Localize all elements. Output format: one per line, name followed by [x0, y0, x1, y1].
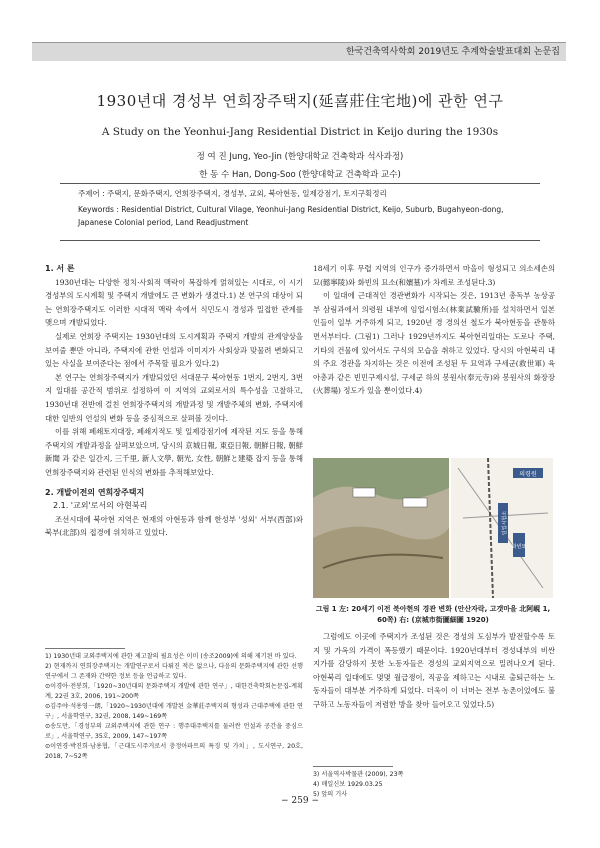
footnote: 3) 서울역사박물관 (2009), 23쪽	[313, 771, 404, 778]
map-label-box	[403, 498, 427, 507]
paragraph: 본 연구는 연희장주택지가 개발되었던 서대문구 북아현동 1번지, 2번지, 3번지 일대를 공간적 범위로 설정하여 이 지역의 교외로서의 특수성을 고찰하고, 1930년대 전반에 걸친 연희장주택지의 개발과정 및 개발주체의 변화, 주택지에 대한 일반의 언설의 변화 등을 중심적으로 살펴볼 것이다.	[45, 372, 303, 423]
map-label-box	[353, 488, 375, 497]
footnote: 1) 1930년대 교외주택지에 관한 제고찰의 필요성은 이미 (송조2009)에 의해 제기된 바 있다.	[45, 653, 297, 660]
footnote: 5) 앞의 기사	[313, 791, 348, 798]
right-column-continued	[313, 630, 555, 712]
map-label: 의령원	[519, 471, 537, 478]
paragraph: 1930년대는 다양한 정치·사회적 맥락이 복잡하게 얽혀있는 시대로, 이 시기 경성부의 도시계획 및 주택지 개발에도 큰 변화가 생겼다.1) 본 연구의 대상이 되는 연희장주택지도 이러한 시대적 맥락 속에서 식민도시 경성과 밀접한 관계를 맺으며 개발되었다.	[45, 277, 303, 328]
divider	[60, 240, 540, 241]
map-label: 임업시험소	[502, 510, 508, 536]
keywords-korean: 주제어 : 주택지, 문화주택지, 연희장주택지, 경성부, 교외, 북아현동, 일제강점기, 토지구획정리	[78, 189, 387, 198]
divider	[60, 183, 540, 184]
subsection-heading: 2.1. '교외'로서의 아현북리	[53, 501, 148, 511]
right-column	[313, 262, 555, 398]
figure-caption: 그림 1 左: 20세기 이전 북아현의 경관 변화 (안산자락, 고갯마을 北阿峴 1, 60쪽) 右: (京城市街圖細圖 1920)	[315, 605, 551, 624]
paragraph: 조선시대에 북아현 지역은 현재의 아현동과 함께 한성부 '성외' 서부(西部)와 북부(北部)의 접경에 위치하고 있었다.	[45, 514, 303, 538]
section-heading: 2. 개발이전의 연희장주택지	[45, 487, 145, 497]
footnote: ⊙김주야·석용영一朗,「1920~1930년대에 개발된 金華莊주택지의 형성과 근대주택에 관한 연구」, 서울학연구, 32권, 2008, 149~169쪽	[45, 703, 303, 720]
footnote: ⊙이연경·박진희·남용협,「근대도시주거로서 충정아파트의 특징 및 가치」, 도시연구, 20호, 2018, 7~52쪽	[45, 743, 303, 760]
page-number: − 259 −	[281, 796, 319, 806]
section-heading: 1. 서 론	[45, 264, 75, 273]
footnotes-left	[45, 652, 303, 762]
author-list	[0, 150, 600, 186]
author-line: 한 동 수 Han, Dong-Soo (한양대학교 건축학과 교수)	[199, 170, 401, 180]
paper-title-english: A Study on the Yeonhui-Jang Residential District in Keijo during the 1930s	[101, 126, 499, 138]
paragraph: 그럼에도 이곳에 주택지가 조성된 것은 경성의 도심부가 발전할수록 토지 및 가옥의 가격이 폭등했기 때문이다. 1920년대부터 경성내부의 비싼 지가를 감당하지 못한 노동자들은 경성의 교외지역으로 밀려나오게 된다. 아현북리 일대에도 몇몇 월급쟁이, 직공을 제하고는 시내로 출퇴근하는 노동자들이 대부분 거주하게 되었다. 더욱이 이 너머는 전부 농촌이었에도 불구하고 노동자들이 저렴한 방을 찾아 들어오고 있었다.5)	[313, 632, 555, 709]
paper-title-korean: 1930년대 경성부 연희장주택지(延喜莊住宅地)에 관한 연구	[96, 92, 504, 110]
paragraph: 실제로 연희장 주택지는 1930년대의 도시계획과 주택지 개발의 관계양상을 보여줄 뿐만 아니라, 주택지에 관한 언설과 이미지가 사회상과 맞물려 변화되고 있는 사실을 보여준다는 점에서 주목할 필요가 있다.2)	[45, 331, 303, 369]
footnote-rule	[313, 766, 393, 767]
footnote: ⊙송도만,「경성부의 교외주택지에 관한 연구 : 행주대주택지를 둘러싼 언설과 공간을 중심으로」, 서울학연구, 35호, 2009, 147~197쪽	[45, 723, 303, 740]
footnote: ⊙이경아·전봉희,「1920~30년대의 문화주택지 개발에 관한 연구」, 대한건축학회논문집-계획계, 22권 3호, 2006, 191~200쪽	[45, 683, 303, 700]
figure-1-map	[313, 458, 553, 598]
footnote: 2) 현재까지 연희장주택지는 개발연구로서 다뤄진 적은 없으나, 다음의 문화주택지에 관한 선행연구에서 그 존재와 간략한 정보 등을 언급하고 있다.	[45, 663, 303, 680]
footnote: 4) 매일신보 1929.03.25	[313, 781, 383, 788]
keywords-english: Keywords : Residential District, Cultural Vilage, Yeonhui-Jang Residential District, Keijo, Suburb, Bugahyeon-dong, Japanese Colonial period, Land Readjustment	[78, 205, 504, 227]
paragraph: 이를 위해 폐쇄토지대장, 폐쇄지적도 및 일제강점기에 제작된 지도 등을 통해 주택지의 개발과정을 살펴보았으며, 당시의 京城日報, 東亞日報, 朝鮮日報, 朝鮮新聞 과 같은 일간지, 三千里, 新人文學, 朝光, 女性, 朝鮮と建築 잡지 등을 통해 연희장주택지와 관련된 인식의 변화를 추적해보았다.	[45, 427, 303, 477]
conference-header: 한국건축역사학회 2019년도 추계학술발표대회 논문집	[345, 47, 560, 57]
author-line: 정 여 진 Jung, Yeo-Jin (한양대학교 건축학과 석사과정)	[196, 152, 404, 162]
paragraph: 18세기 이후 무렵 지역의 인구가 증가하면서 마을이 형성되고 의소세손의 묘(懿寧陵)와 화빈의 묘소(和嬪墓)가 차례로 조성된다.3)	[313, 264, 555, 287]
paragraph: 이 일대에 근대적인 경관변화가 시작되는 것은, 1913년 총독부 농상공부 삼림과에서 의령원 내부에 임업시험소(林業試驗所)를 설치하면서 일본인들이 일부 거주하게 되고, 1920년 경 경의선 철도가 북아현동을 관통하면서부터다. (그림1) 그러나 1929년까지도 북아현리일대는 도로나 주택, 기타의 건물에 있어서도 구식의 모습을 취하고 있었다. 당시의 아현북리 내의 주요 경관을 차지하는 것은 이전에 조성된 두 묘역과 구세군(救世軍) 육아총과 같은 빈민구제시설, 구세군 하의 봉원사(奉元寺)와 봉원사의 화장장(火葬場) 정도가 있을 뿐이었다.4)	[313, 291, 555, 396]
map-label: 화빈묘	[511, 544, 527, 550]
footnote-rule	[45, 648, 125, 649]
left-column	[45, 262, 303, 540]
